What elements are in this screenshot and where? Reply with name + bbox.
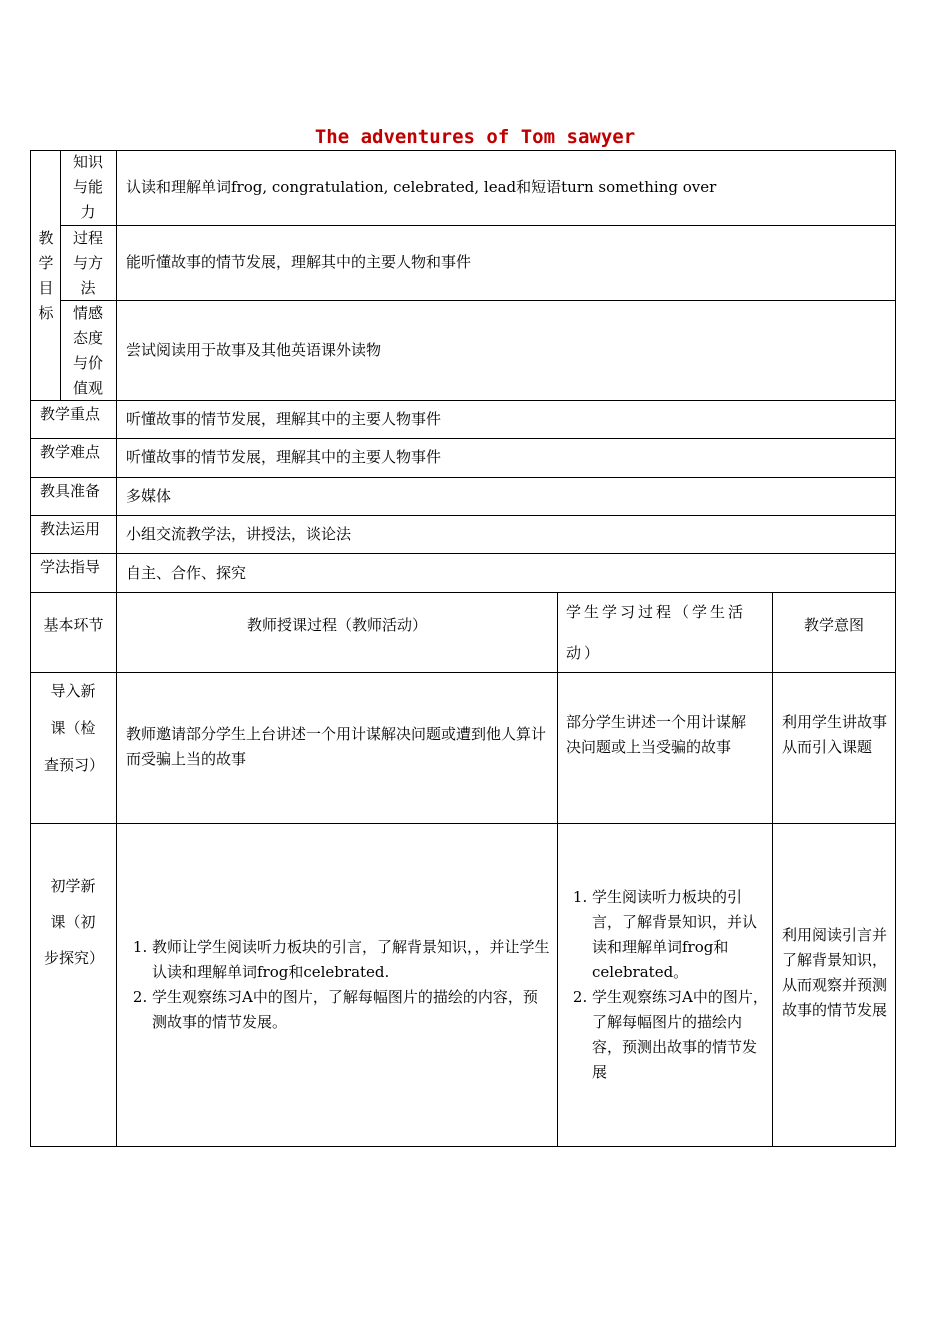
objective-content-knowledge: 认读和理解单词frog, congratulation, celebrated, lead和短语turn something over [126,178,717,196]
header-teacher: 教师授课过程（教师活动） [246,616,427,634]
stage-new-lesson: 初学新课（初步探究） [44,877,105,967]
student-new-lesson [562,885,768,1085]
objective-label-emotion: 情感态度与价值观 [72,304,103,397]
info-label-materials: 教具准备 [40,482,101,500]
info-label-methods: 教法运用 [40,520,101,538]
teacher-item: 2. 学生观察练习A中的图片，了解每幅图片的描绘的内容，预测故事的情节发展。 [152,985,550,1035]
page-title: The adventures of Tom sawyer [314,126,636,148]
info-label-difficulties: 教学难点 [40,443,101,461]
objective-label-knowledge: 知识与能力 [72,153,103,221]
objectives-group-label: 教学目标 [38,229,54,322]
stage-intro: 导入新课（检查预习） [44,682,105,774]
info-content-materials: 多媒体 [126,487,172,505]
student-item: 1. 学生阅读听力板块的引言，了解背景知识，并认读和理解单词frog和celebrated。 [592,885,768,985]
teacher-new-lesson [122,935,550,1035]
header-intent: 教学意图 [803,616,864,634]
info-content-difficulties: 听懂故事的情节发展，理解其中的主要人物事件 [126,448,442,466]
objective-content-process: 能听懂故事的情节发展，理解其中的主要人物和事件 [126,253,472,271]
header-student: 学生学习过程（学生活动） [566,603,747,662]
info-content-learning-guide: 自主、合作、探究 [126,564,247,582]
info-label-key-points: 教学重点 [40,405,101,423]
objective-content-emotion: 尝试阅读用于故事及其他英语课外读物 [126,341,382,359]
student-intro: 部分学生讲述一个用计谋解决问题或上当受骗的故事 [566,713,747,756]
intent-intro: 利用学生讲故事从而引入课题 [782,713,888,756]
intent-new-lesson: 利用阅读引言并了解背景知识，从而观察并预测故事的情节发展 [782,926,888,1019]
info-label-learning-guide: 学法指导 [40,558,101,576]
teacher-item: 1. 教师让学生阅读听力板块的引言，了解背景知识，，并让学生认读和理解单词frog和celebrated. [152,935,550,985]
info-content-key-points: 听懂故事的情节发展，理解其中的主要人物事件 [126,410,442,428]
header-stage: 基本环节 [43,616,104,634]
student-item: 2. 学生观察练习A中的图片，了解每幅图片的描绘内容，预测出故事的情节发展 [592,985,768,1085]
info-content-methods: 小组交流教学法，讲授法，谈论法 [126,525,352,543]
teacher-intro: 教师邀请部分学生上台讲述一个用计谋解决问题或遭到他人算计而受骗上当的故事 [126,725,547,768]
objective-label-process: 过程与方法 [72,229,103,297]
